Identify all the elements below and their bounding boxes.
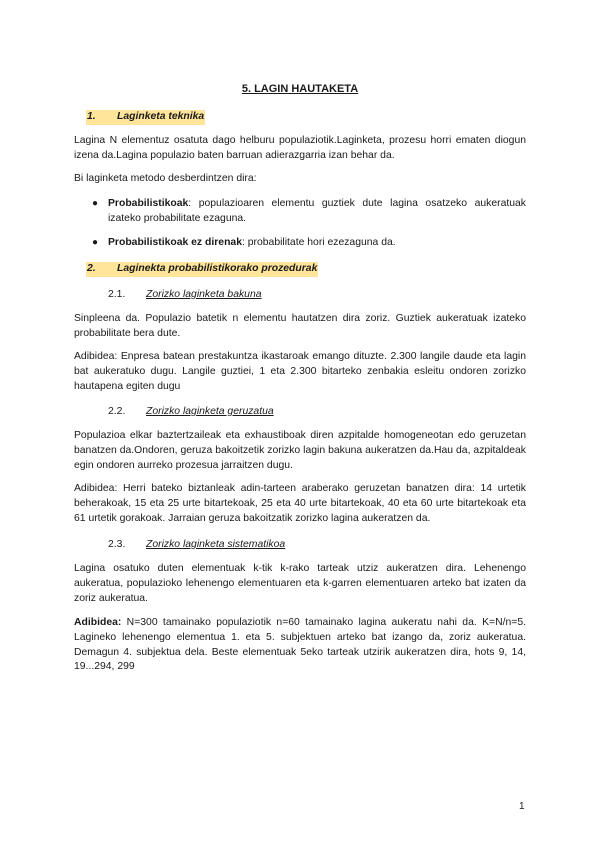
subsection-label: Zorizko laginketa geruzatua [146,406,274,417]
subsection-heading-2-1 [108,288,262,303]
subsection-heading-2-2 [108,405,274,420]
document-title: 5. LAGIN HAUTAKETA [241,83,359,95]
subsection-heading-2-3 [108,538,285,553]
paragraph-simple-random: Sinpleena da. Populazio batetik n elementu hautatzen dira zoriz. Guztiek aukeratuak izateko probabilitate bera dute. [74,313,526,339]
paragraph-intro: Lagina N elementuz osatuta dago helburu populaziotik.Laginketa, prozesu horri ematen diogun izena da.Lagina populazio baten barruan adierazgarria izan behar da. [74,135,526,161]
example-label: Adibidea: [74,617,122,628]
paragraph-example-2: Adibidea: Herri bateko biztanleak adin-tarteen araberako geruzetan banatzen dira: 14 urtetik beherakoak, 15 eta 25 urte bitartekoak, 25 eta 40 urte bitartekoak, 40 eta 60 urte bitartekoak eta 61 urtetik gorakoak. Jarraian geruza bakoitzatik zorizko lagina aukeratzen da. [74,483,526,524]
bullet-term: Probabilistikoak [108,198,189,209]
section-heading-1 [86,110,205,125]
bullet-text: : populazioaren elementu guztiek dute lagina osatzeko aukeratuak izateko probabilitate ezaguna. [108,198,526,224]
subsection-number: 2.3. [108,539,126,550]
section-number: 1. [87,111,96,122]
paragraph-stratified: Populazioa elkar baztertzaileak eta exhaustiboak diren azpitalde homogeneotan edo geruzetan banatzen da.Ondoren, geruza bakoitzetik zorizko lagin bakuna aukeratzen da.Hau da, azpitaldeak egin ondoren aurreko prozesua jarraitzen dugu. [74,430,526,471]
page-number: 1 [519,801,525,812]
list-item [74,197,526,227]
paragraph-systematic: Lagina osatuko duten elementuak k-tik k-rako tarteak utziz aukeratzen dira. Lehenengo aukeratua, populazioko lehenengo elementuaren eta k-garren elementuaren arteko bat izaten da zoriz aukeratua. [74,563,526,604]
section-label: Laginekta probabilistikorako prozedurak [117,263,318,274]
subsection-label: Zorizko laginketa sistematikoa [146,539,286,550]
subsection-label: Zorizko laginketa bakuna [146,289,262,300]
paragraph-methods: Bi laginketa metodo desberdintzen dira: [74,173,257,184]
bullet-term: Probabilistikoak ez direnak [108,237,242,248]
section-heading-2 [86,262,318,277]
section-label: Laginketa teknika [117,111,205,122]
example-text: N=300 tamainako populaziotik n=60 tamainako lagina aukeratu nahi da. K=N/n=5. Lagineko lehenengo elementua 1. eta 5. subjektuen arteko bat izango da, zoriz aukeratua. Demagun 4. subjektua dela. Beste elementuak 5eko tarteak utzirik aukeratzen dira, hots 9, 14, 19...294, 299 [74,617,526,673]
bullet-text: : probabilitate hori ezezaguna da. [241,237,396,248]
subsection-number: 2.2. [108,406,126,417]
paragraph-example-3 [74,616,526,675]
paragraph-example-1: Adibidea: Enpresa batean prestakuntza ikastaroak emango dituzte. 2.300 langile daude eta lagin bat aukeratuko dugu. Langile guztiei, 1 eta 2.300 bitarteko zenbakia esleitu ondoren zorizko hautapena egiten dugu [74,351,526,392]
bullet-icon: ● [92,198,99,209]
subsection-number: 2.1. [108,289,126,300]
list-item [74,236,526,251]
section-number: 2. [87,263,96,274]
bullet-icon: ● [92,237,99,248]
